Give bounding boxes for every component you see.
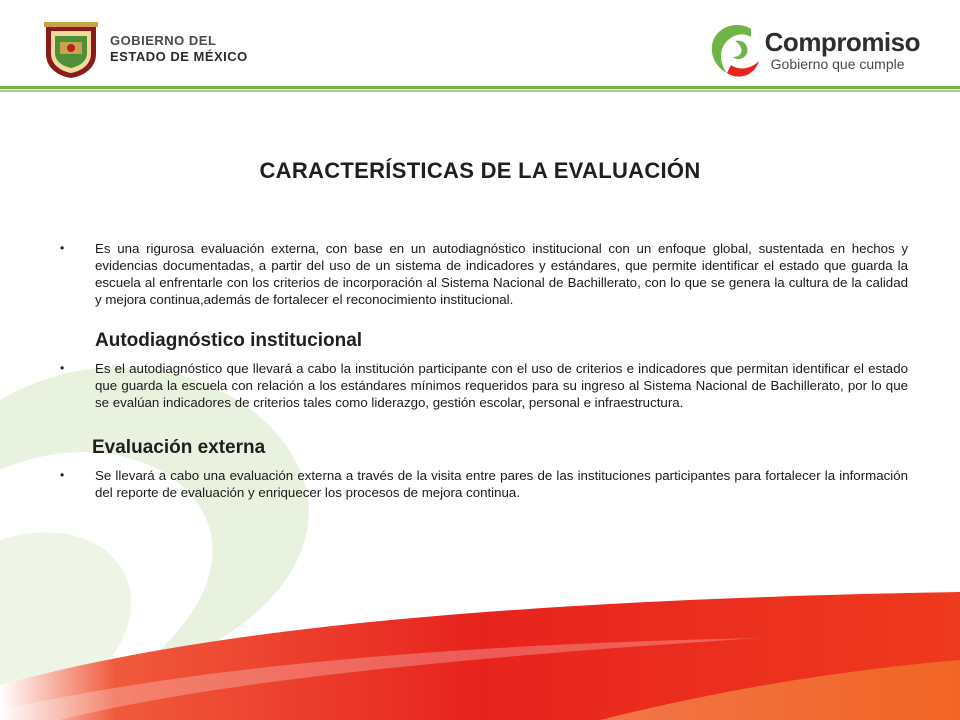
header-green-rule — [0, 86, 960, 94]
heading-autodiagnostico: Autodiagnóstico institucional — [95, 330, 363, 351]
bullet-intro — [60, 240, 908, 308]
bullet-autodiagnostico — [60, 360, 908, 411]
gov-name-line1: GOBIERNO DEL — [110, 33, 217, 48]
bullet-marker: • — [60, 468, 65, 482]
bullet-marker: • — [60, 241, 65, 255]
gobierno-estado-mexico-logo — [40, 18, 248, 80]
bullet-autodiagnostico-text: Es el autodiagnóstico que llevará a cabo la institución participante con el uso de criterios e indicadores que permitan identificar el estado que guarda la escuela con relación a los estándares mínimos requeridos para su ingreso al Sistema Nacional de Bachillerato, por lo que se evalúan indicadores de criterios tales como liderazgo, gestión escolar, personal e infraestructura. — [95, 361, 908, 410]
slide-title: CARACTERÍSTICAS DE LA EVALUACIÓN — [259, 158, 701, 183]
coat-of-arms-icon — [40, 18, 102, 80]
bullet-marker: • — [60, 361, 65, 375]
slide-content — [60, 240, 908, 501]
gov-name-line2: ESTADO DE MÉXICO — [110, 49, 248, 64]
compromiso-logo — [705, 18, 920, 82]
compromiso-tagline: Gobierno que cumple — [770, 56, 905, 72]
bullet-evaluacion-externa-text: Se llevará a cabo una evaluación externa a través de la visita entre pares de las instituciones participantes para fortalecer la información del reporte de evaluación y enriquecer los procesos de mejora continua. — [95, 468, 908, 500]
bullet-intro-text: Es una rigurosa evaluación externa, con base en un autodiagnóstico institucional con un enfoque global, sustentada en hechos y evidencias documentadas, a partir del uso de un sistema de indicadores y estándares, que permite identificar el estado que guarda la escuela al enfrentarle con los criterios de incorporación al Sistema Nacional de Bachillerato, con lo que se genera la cultura de la calidad y mejora continua,además de fortalecer el reconocimiento institucional. — [95, 241, 908, 307]
bullet-evaluacion-externa — [60, 467, 908, 501]
heading-evaluacion-externa: Evaluación externa — [92, 437, 266, 458]
compromiso-swirl-icon — [705, 19, 763, 81]
footer-red-wave — [0, 590, 960, 720]
slide-header — [0, 0, 960, 96]
compromiso-name: Compromiso — [764, 27, 920, 57]
